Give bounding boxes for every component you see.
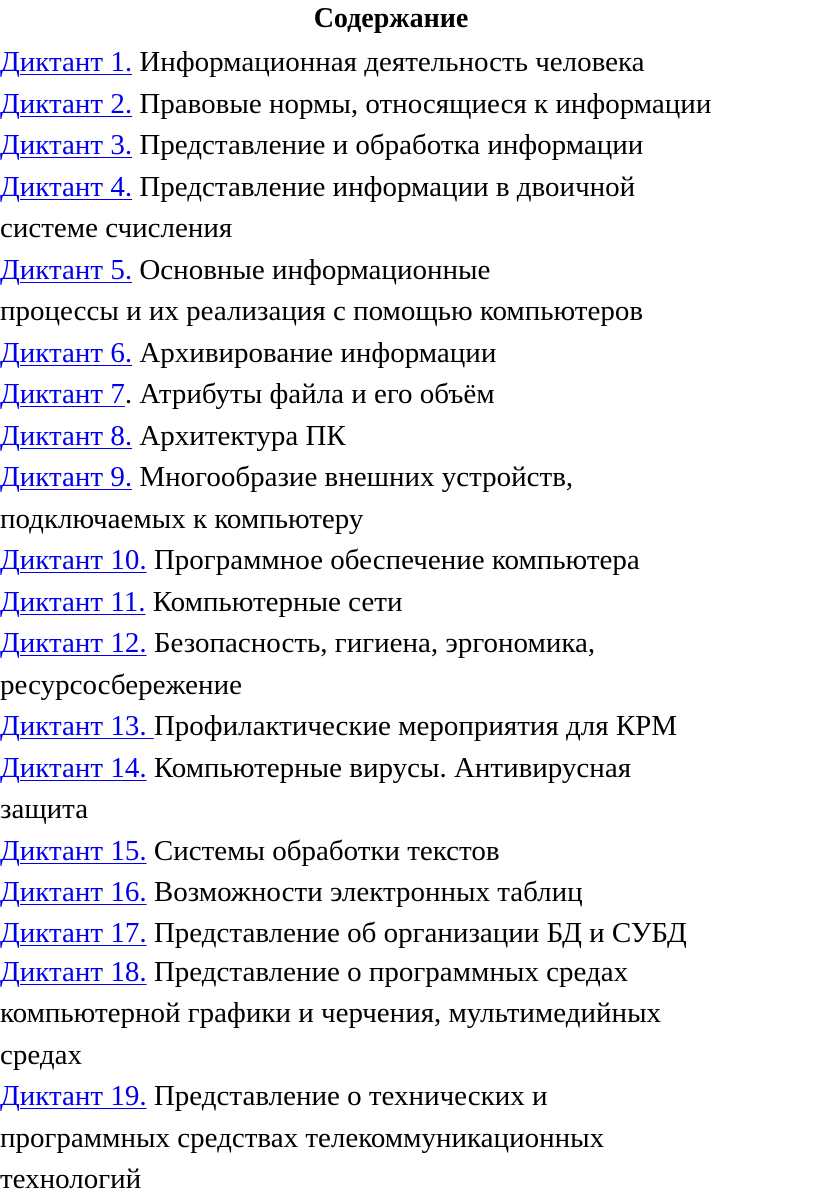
toc-link-8[interactable]: Диктант 8.: [0, 419, 133, 452]
toc-text-4-cont: системе счисления: [0, 212, 233, 244]
toc-text-12: Безопасность, гигиена, эргономика,: [146, 627, 596, 659]
toc-text-5: Основные информационные: [132, 253, 491, 286]
toc-link-10[interactable]: Диктант 10.: [0, 544, 147, 576]
toc-entry-12: [0, 623, 812, 706]
toc-text-14-cont: защита: [0, 793, 89, 825]
toc-entry-15: [0, 831, 812, 873]
toc-entry-13: [0, 706, 812, 748]
toc-text-11: Компьютерные сети: [145, 585, 403, 618]
toc-link-18[interactable]: Диктант 18.: [0, 955, 147, 988]
toc-link-16[interactable]: Диктант 16.: [0, 876, 147, 908]
toc-entry-18: [0, 952, 812, 1077]
toc-link-11[interactable]: Диктант 11.: [0, 585, 146, 618]
toc-text-16: Возможности электронных таблиц: [146, 876, 583, 908]
toc-link-17[interactable]: Диктант 17.: [0, 916, 147, 949]
toc-link-6[interactable]: Диктант 6.: [0, 336, 133, 369]
toc-link-9[interactable]: Диктант 9.: [0, 461, 133, 493]
toc-text-15: Системы обработки текстов: [146, 834, 500, 867]
toc-entry-8: [0, 416, 812, 458]
toc-entry-7: [0, 374, 812, 416]
toc-text-10: Программное обеспечение компьютера: [146, 544, 640, 576]
toc-link-7[interactable]: Диктант 7: [0, 378, 125, 410]
toc-entry-19: [0, 1076, 812, 1201]
toc-link-3[interactable]: Диктант 3.: [0, 129, 133, 161]
toc-text-19-cont: программных средствах телекоммуникационных: [0, 1121, 605, 1154]
toc-text-19-cont2: технологий: [0, 1163, 142, 1195]
toc-link-12[interactable]: Диктант 12.: [0, 627, 147, 659]
toc-text-6: Архивирование информации: [132, 336, 497, 369]
toc-text-7: . Атрибуты файла и его объём: [124, 378, 495, 410]
toc-text-17: Представление об организации БД и СУБД: [146, 916, 687, 949]
toc-link-14[interactable]: Диктант 14.: [0, 751, 147, 784]
toc-entry-2: [0, 84, 812, 126]
toc-text-4: Представление информации в двоичной: [132, 170, 636, 203]
toc-text-3: Представление и обработка информации: [132, 129, 644, 161]
toc-text-18-cont: компьютерной графики и черчения, мультимедийных: [0, 997, 662, 1029]
toc-text-13: Профилактические мероприятия для КРМ: [153, 710, 678, 742]
toc-text-12-cont: ресурсосбережение: [0, 668, 242, 701]
toc-text-2: Правовые нормы, относящиеся к информации: [132, 87, 712, 120]
toc-text-1: Информационная деятельность человека: [132, 46, 645, 78]
toc-entry-11: [0, 582, 812, 624]
toc-link-5[interactable]: Диктант 5.: [0, 253, 133, 286]
toc-entry-6: [0, 333, 812, 375]
toc-text-18: Представление о программных средах: [146, 955, 629, 988]
toc-entry-4: [0, 167, 812, 250]
toc-text-8: Архитектура ПК: [132, 419, 346, 452]
toc-link-2[interactable]: Диктант 2.: [0, 87, 133, 120]
toc-link-1[interactable]: Диктант 1.: [0, 46, 133, 78]
toc-entry-3: [0, 125, 812, 167]
page-title: Содержание: [313, 3, 469, 34]
toc-entry-5: [0, 250, 812, 333]
table-of-contents: [0, 42, 812, 1201]
toc-link-13[interactable]: Диктант 13.: [0, 710, 154, 742]
toc-entry-10: [0, 540, 812, 582]
toc-link-4[interactable]: Диктант 4.: [0, 170, 133, 203]
toc-text-18-cont2: средах: [0, 1038, 82, 1071]
toc-entry-17: [0, 914, 812, 952]
toc-link-19[interactable]: Диктант 19.: [0, 1080, 147, 1112]
toc-entry-1: [0, 42, 812, 84]
toc-text-14: Компьютерные вирусы. Антивирусная: [146, 751, 632, 784]
toc-text-19: Представление о технических и: [146, 1080, 548, 1112]
toc-entry-14: [0, 748, 812, 831]
toc-text-9: Многообразие внешних устройств,: [132, 461, 574, 493]
toc-text-9-cont: подключаемых к компьютеру: [0, 502, 364, 535]
toc-text-5-cont: процессы и их реализация с помощью компьютеров: [0, 295, 644, 327]
toc-entry-9: [0, 457, 812, 540]
toc-link-15[interactable]: Диктант 15.: [0, 834, 147, 867]
toc-entry-16: [0, 872, 812, 914]
